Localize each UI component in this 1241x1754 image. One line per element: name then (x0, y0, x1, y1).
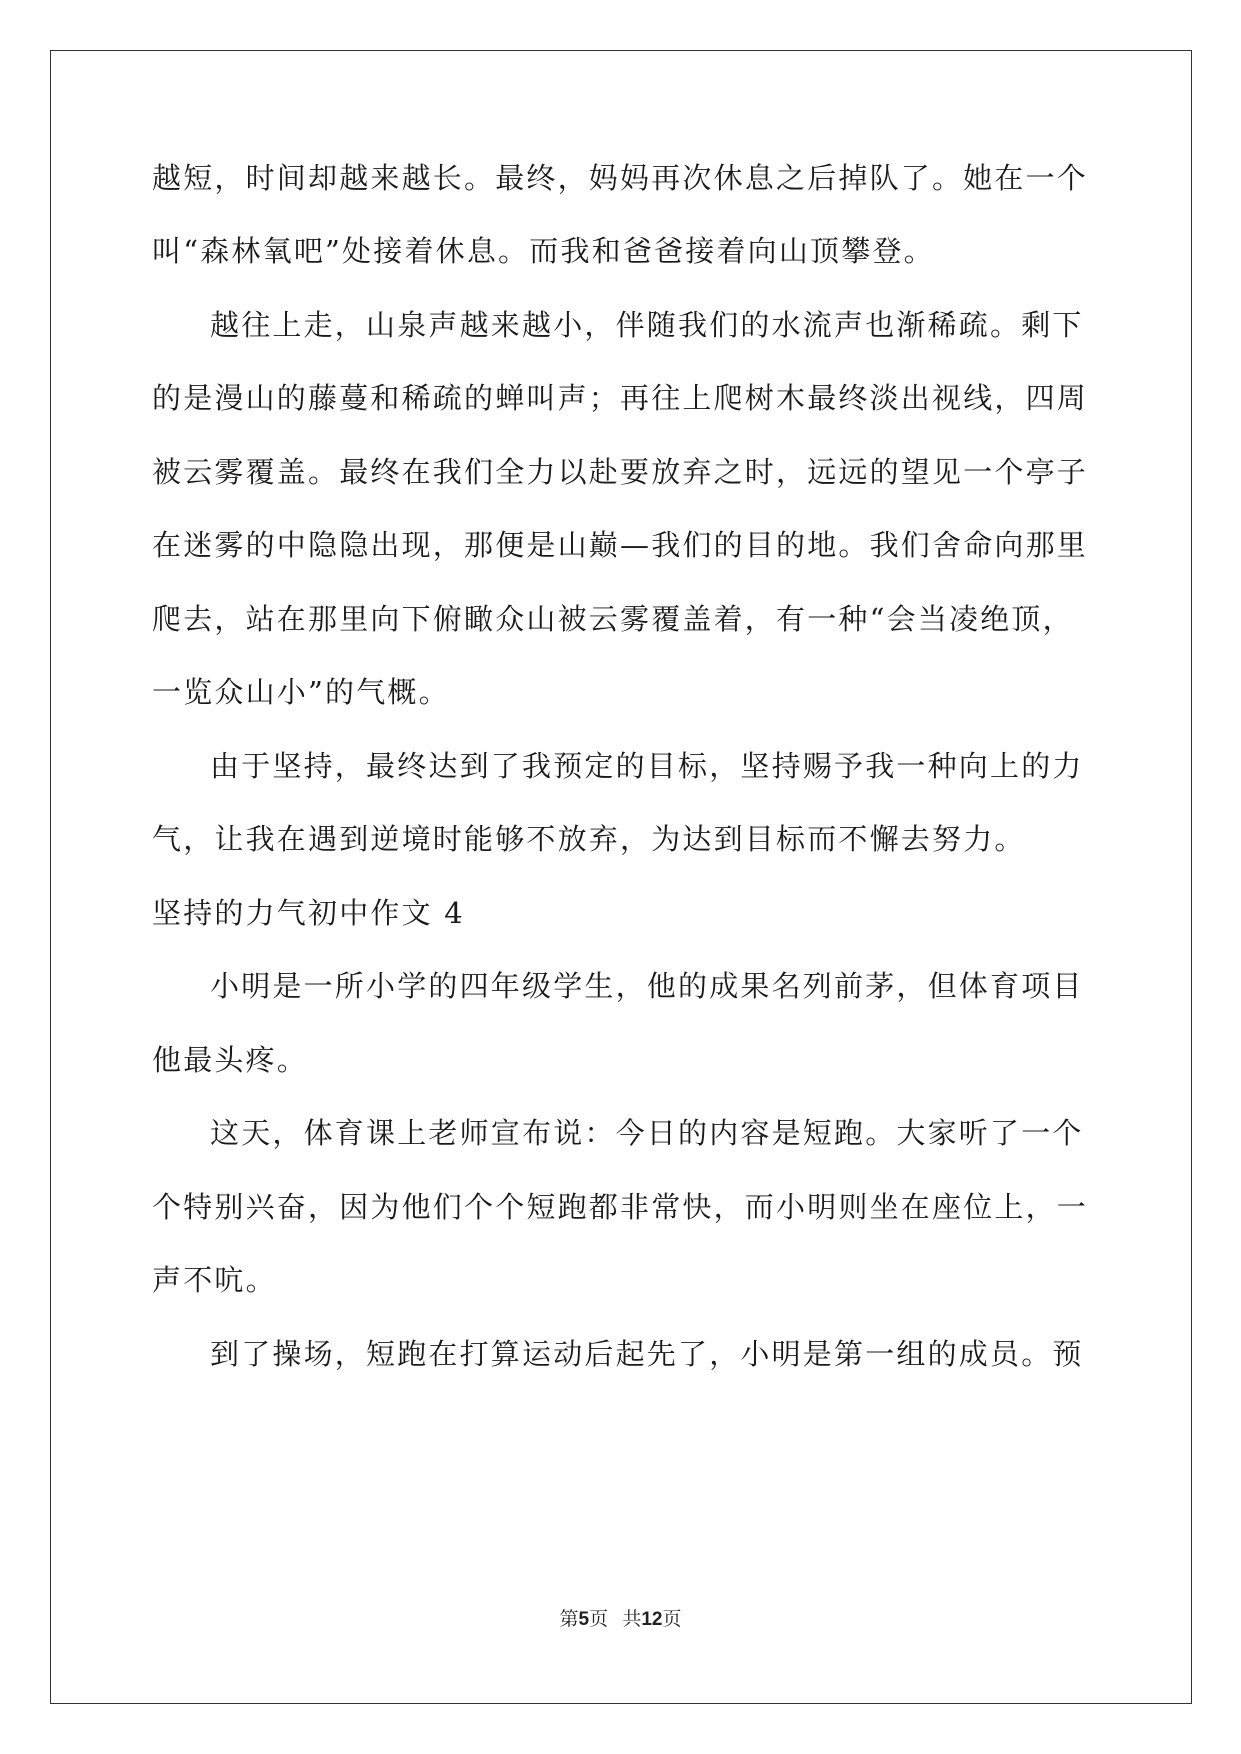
total-suffix: 页 (662, 1609, 682, 1630)
section-heading: 坚持的力气初中作文 4 (152, 896, 465, 930)
text-line: 气，让我在遇到逆境时能够不放弃，为达到目标而不懈去努力。 (152, 822, 1026, 856)
total-pages: 12 (641, 1609, 663, 1630)
text-line: 个特别兴奋，因为他们个个短跑都非常快，而小明则坐在座位上，一 (152, 1190, 1089, 1224)
text-line: 爬去，站在那里向下俯瞰众山被云雾覆盖着，有一种“会当凌绝顶， (152, 602, 1074, 636)
page-suffix: 页 (589, 1609, 609, 1630)
text-line: 他最头疼。 (152, 1043, 309, 1077)
paragraph-first-line: 这天，体育课上老师宣布说：今日的内容是短跑。大家听了一个 (210, 1116, 1084, 1150)
text-line: 叫“森林氧吧”处接着休息。而我和爸爸接着向山顶攀登。 (152, 234, 935, 268)
page-prefix: 第 (559, 1609, 579, 1630)
text-line: 声不吭。 (152, 1263, 277, 1297)
text-line: 越短，时间却越来越长。最终，妈妈再次休息之后掉队了。她在一个 (152, 161, 1089, 195)
text-line: 在迷雾的中隐隐出现，那便是山巅—我们的目的地。我们舍命向那里 (152, 528, 1089, 562)
total-prefix: 共 (622, 1609, 642, 1630)
text-line: 一览众山小”的气概。 (152, 675, 450, 709)
page-footer (0, 1604, 1241, 1631)
text-line: 被云雾覆盖。最终在我们全力以赴要放弃之时，远远的望见一个亭子 (152, 455, 1089, 489)
page-number: 5 (578, 1609, 590, 1630)
paragraph-first-line: 到了操场，短跑在打算运动后起先了，小明是第一组的成员。预 (210, 1337, 1084, 1371)
paragraph-first-line: 小明是一所小学的四年级学生，他的成果名列前茅，但体育项目 (210, 969, 1084, 1003)
page-border (50, 50, 1192, 1704)
paragraph-first-line: 由于坚持，最终达到了我预定的目标，坚持赐予我一种向上的力 (210, 749, 1084, 783)
text-line: 的是漫山的藤蔓和稀疏的蝉叫声；再往上爬树木最终淡出视线，四周 (152, 381, 1089, 415)
paragraph-first-line: 越往上走，山泉声越来越小，伴随我们的水流声也渐稀疏。剩下 (210, 308, 1084, 342)
